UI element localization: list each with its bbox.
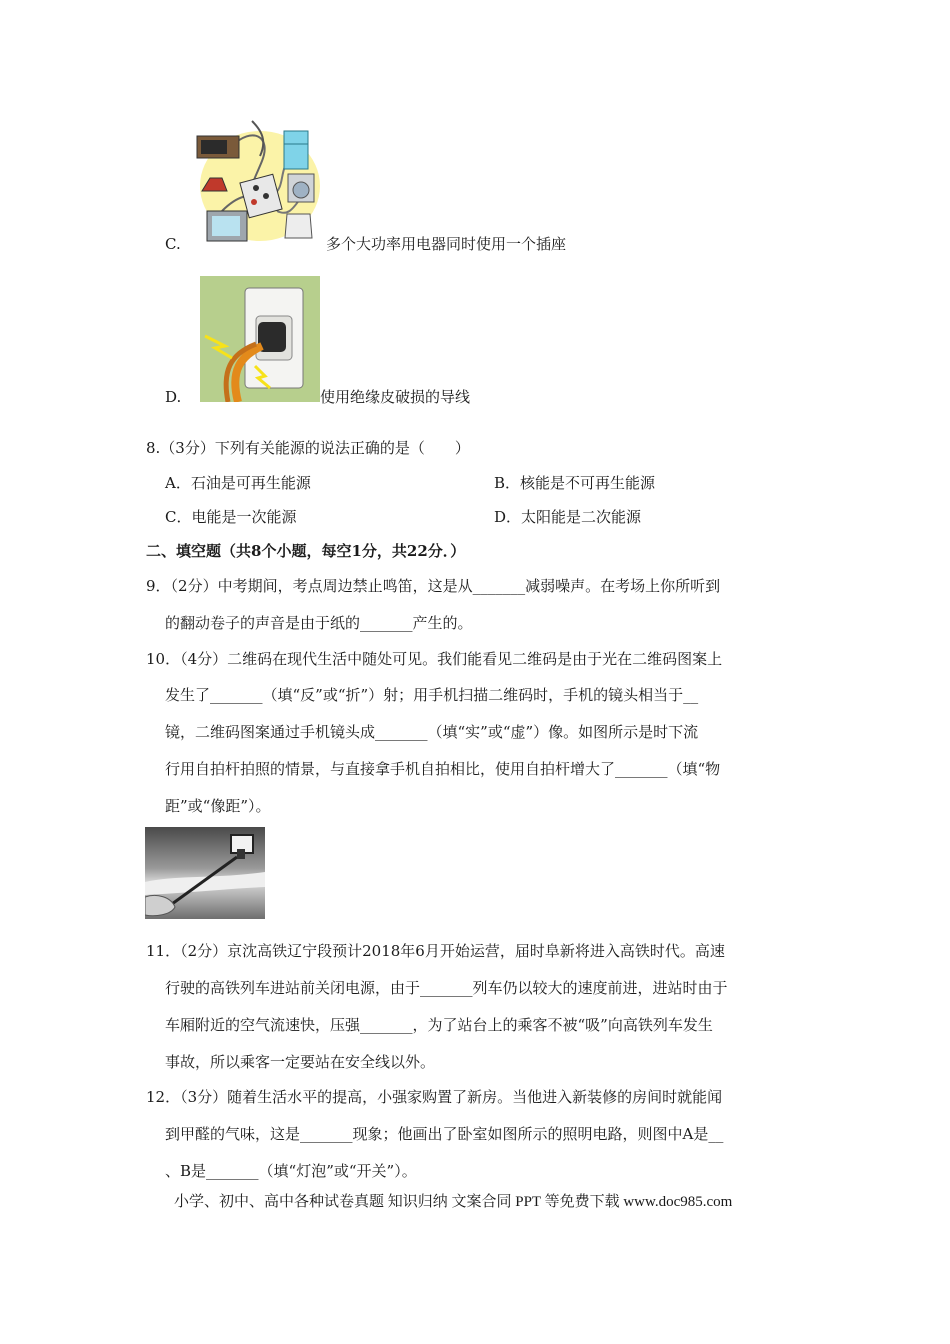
option-d-letter: D. xyxy=(165,388,182,406)
q9-line2: 的翻动卷子的声音是由于纸的_______产生的。 xyxy=(165,614,473,632)
q8-option-a: A．石油是可再生能源 xyxy=(165,474,311,492)
selfie-stick-photo xyxy=(145,827,265,919)
q10-line4: 行用自拍杆拍照的情景，与直接拿手机自拍相比，使用自拍杆增大了_______（填“物 xyxy=(165,760,721,778)
q11-line4: 事故，所以乘客一定要站在安全线以外。 xyxy=(165,1053,436,1071)
q10-line5: 距”或“像距”）。 xyxy=(165,797,271,815)
q12-line2: 到甲醛的气味，这是_______现象；他画出了卧室如图所示的照明电路，则图中A是__ xyxy=(165,1125,724,1143)
option-d-text: 使用绝缘皮破损的导线 xyxy=(320,388,471,406)
damaged-wire-illustration xyxy=(200,276,320,402)
q9-line1: 9．（2分）中考期间，考点周边禁止鸣笛，这是从_______减弱噪声。在考场上你所听到 xyxy=(146,577,721,595)
q8-stem: 8.（3分）下列有关能源的说法正确的是（ ） xyxy=(146,439,470,457)
q8-option-c: C．电能是一次能源 xyxy=(165,508,297,526)
q11-line3: 车厢附近的空气流速快，压强_______，为了站台上的乘客不被“吸”向高铁列车发生 xyxy=(165,1016,713,1034)
option-c-letter: C. xyxy=(165,235,181,253)
q8-option-b: B．核能是不可再生能源 xyxy=(494,474,656,492)
q12-line3: 、B是_______（填“灯泡”或“开关”）。 xyxy=(165,1162,417,1180)
q10-line2: 发生了_______（填“反”或“折”）射；用手机扫描二维码时，手机的镜头相当于__ xyxy=(165,686,699,704)
q12-line1: 12．（3分）随着生活水平的提高，小强家购置了新房。当他进入新装修的房间时就能闻 xyxy=(146,1088,723,1106)
q10-line3: 镜，二维码图案通过手机镜头成_______（填“实”或“虚”）像。如图所示是时下流 xyxy=(165,723,699,741)
option-c-text: 多个大功率用电器同时使用一个插座 xyxy=(326,235,567,253)
appliances-overload-illustration xyxy=(192,116,327,248)
section-heading: 二、填空题（共8个小题，每空1分，共22分．） xyxy=(146,542,466,560)
q10-line1: 10．（4分）二维码在现代生活中随处可见。我们能看见二维码是由于光在二维码图案上 xyxy=(146,650,723,668)
q8-option-d: D．太阳能是二次能源 xyxy=(494,508,642,526)
q11-line1: 11．（2分）京沈高铁辽宁段预计2018年6月开始运营，届时阜新将进入高铁时代。高速 xyxy=(146,942,725,960)
q11-line2: 行驶的高铁列车进站前关闭电源，由于_______列车仍以较大的速度前进，进站时由于 xyxy=(165,979,728,997)
page-footer: 小学、初中、高中各种试卷真题 知识归纳 文案合同 PPT 等免费下载 www.doc985.com xyxy=(174,1194,733,1210)
